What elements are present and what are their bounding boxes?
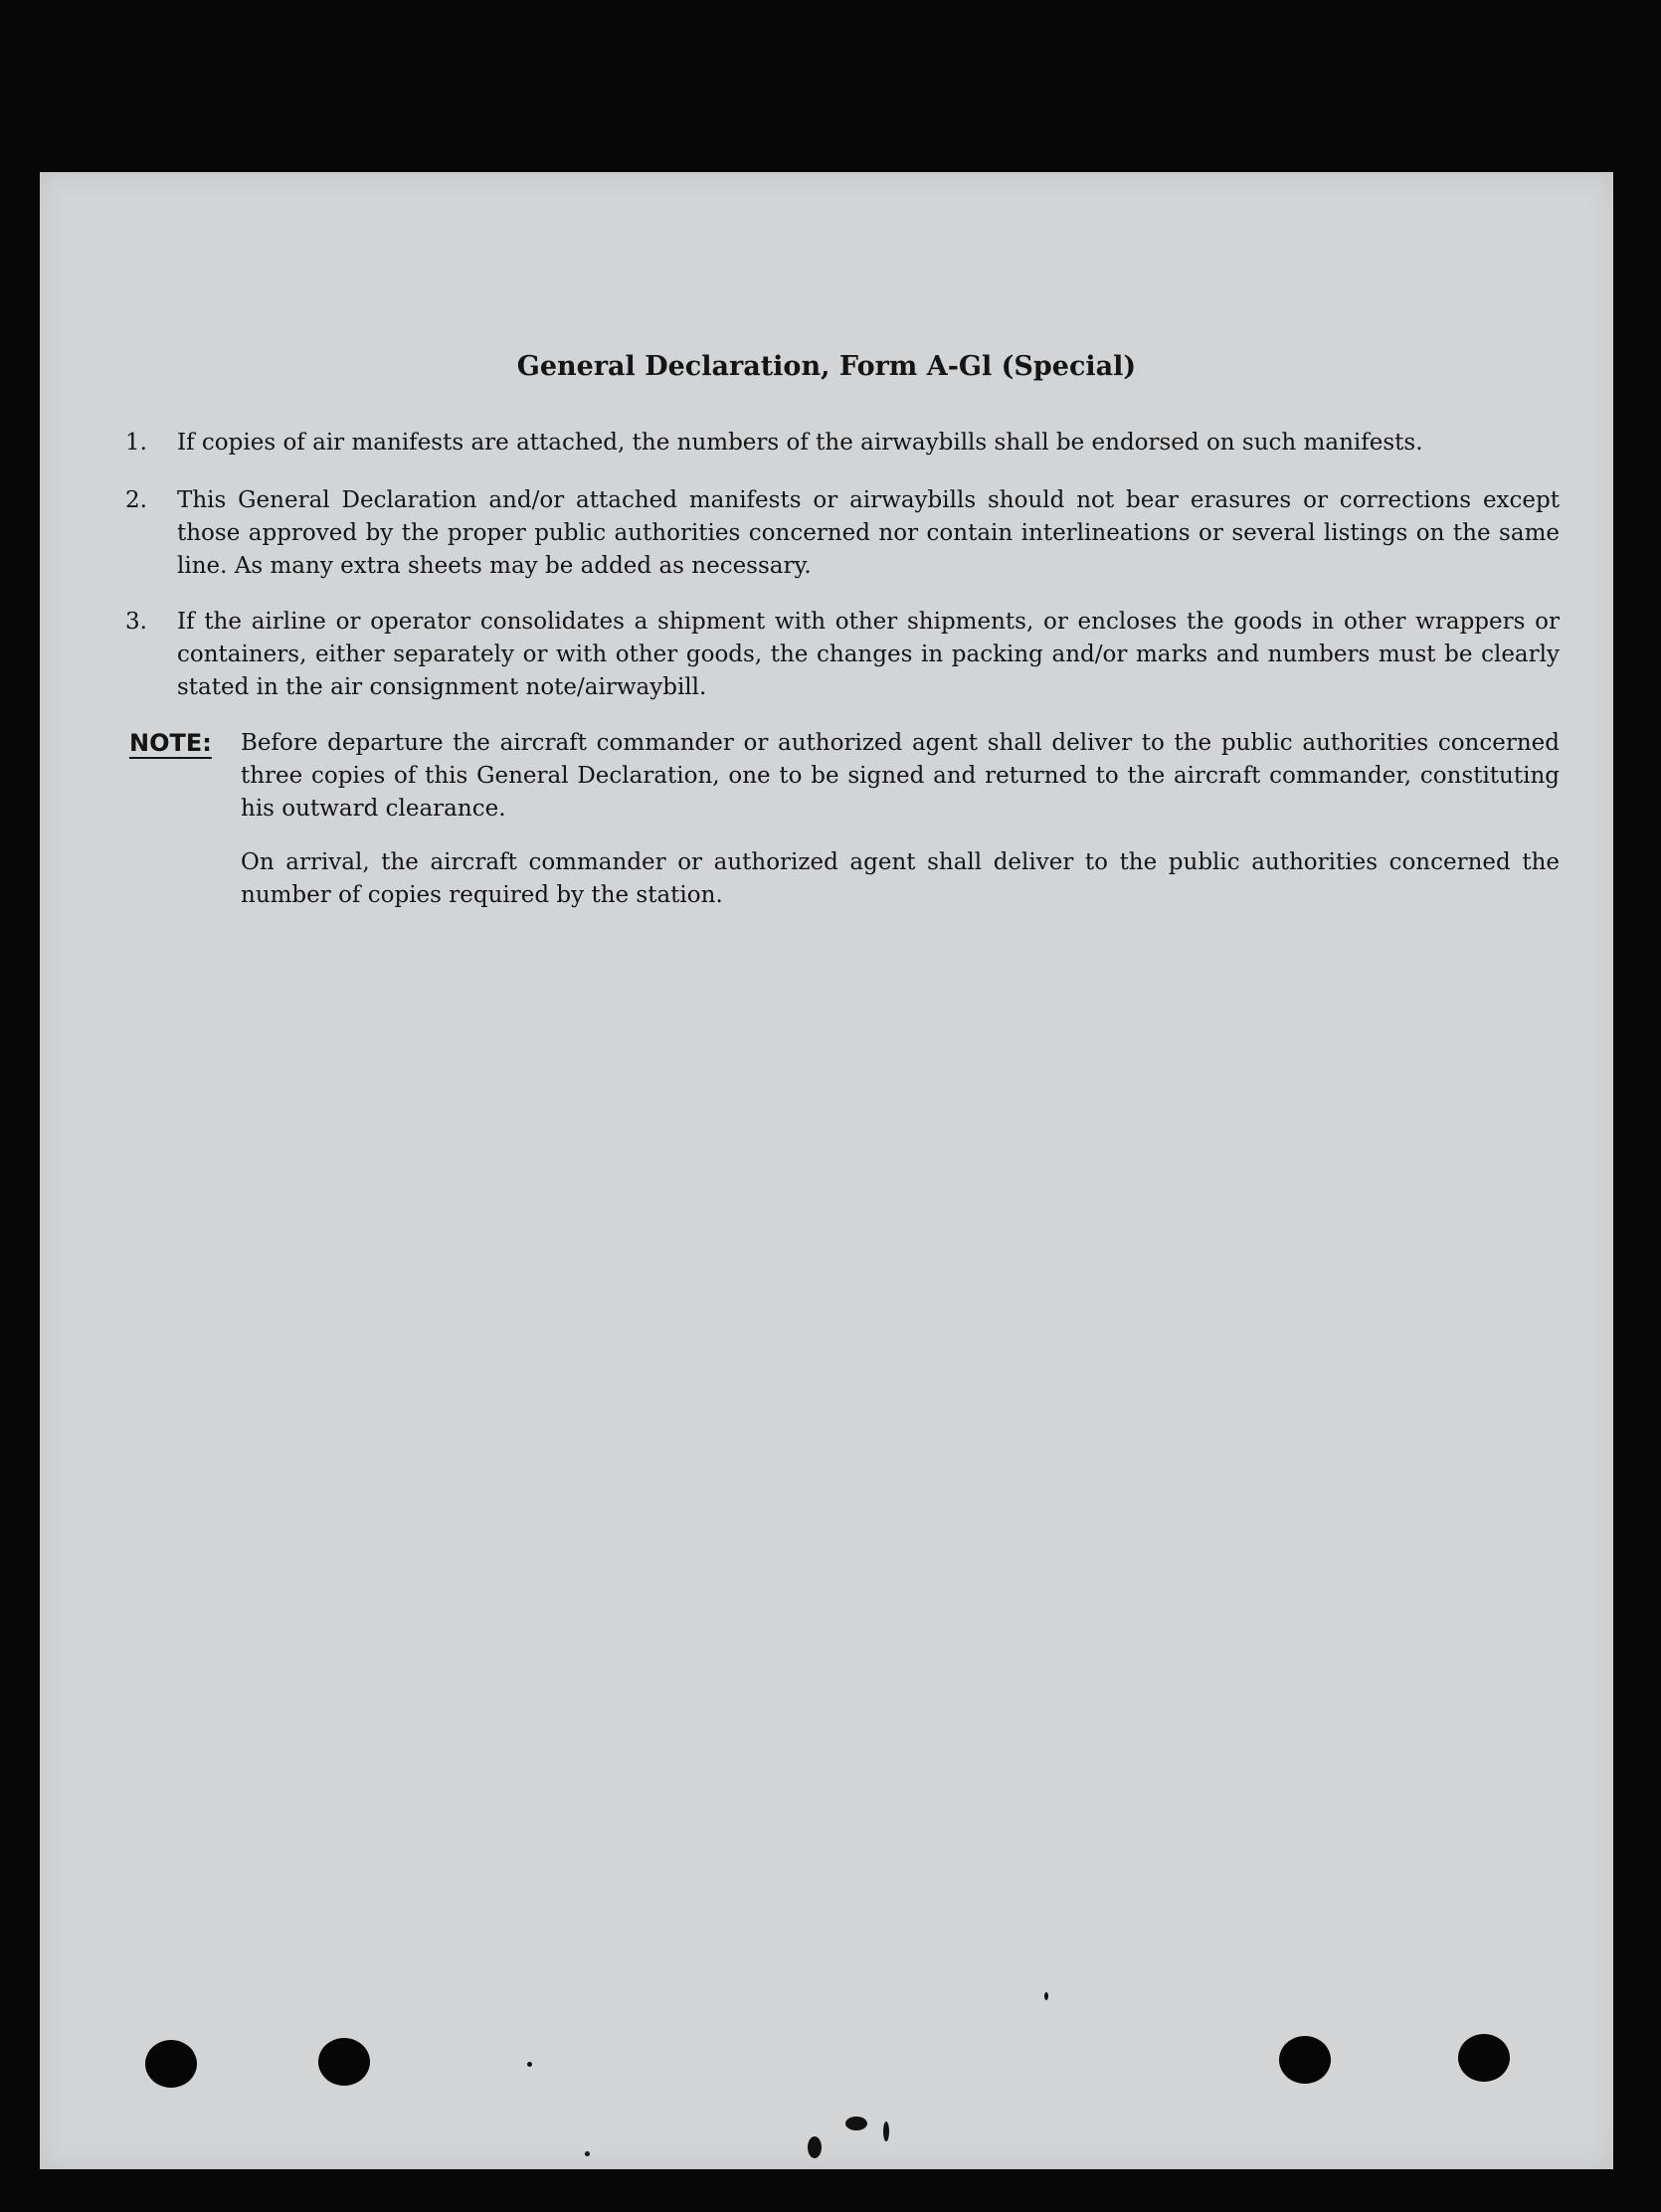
speck-mark <box>527 2062 532 2067</box>
note-label: NOTE: <box>129 729 212 757</box>
punch-hole <box>1458 2034 1510 2082</box>
instruction-item-1 <box>125 427 1560 460</box>
note-block <box>129 727 1560 826</box>
speck-mark <box>883 2121 889 2141</box>
note-paragraph-2: On arrival, the aircraft commander or authorized agent shall deliver to the public authorities concerned the number of copies required by the station. <box>241 849 1560 908</box>
note-paragraph-1: Before departure the aircraft commander or authorized agent shall deliver to the public authorities concerned three copies of this General Declaration, one to be signed and returned to the aircraft commander, constituting his outward clearance. <box>241 730 1560 822</box>
punch-hole <box>145 2040 197 2088</box>
speck-mark <box>808 2136 822 2158</box>
item-number: 1. <box>125 430 147 456</box>
punch-hole <box>318 2038 370 2086</box>
item-text: This General Declaration and/or attached manifests or airwaybills should not bear erasures or corrections except those approved by the proper public authorities concerned nor contain interlineations or several listings on the same line. As many extra sheets may be added as necessary. <box>177 487 1560 579</box>
speck-mark <box>1044 1992 1048 2000</box>
instruction-item-2 <box>125 484 1560 583</box>
paper-sheet <box>40 172 1613 2169</box>
punch-hole <box>1279 2036 1331 2084</box>
instruction-item-3 <box>125 606 1560 704</box>
speck-mark <box>585 2151 590 2156</box>
speck-mark <box>845 2117 867 2130</box>
item-number: 3. <box>125 609 147 635</box>
item-number: 2. <box>125 487 147 513</box>
item-text: If the airline or operator consolidates a shipment with other shipments, or encloses the goods in other wrappers or containers, either separately or with other goods, the changes in packing and/or marks and numbers must be clearly stated in the air consignment note/airwaybill. <box>177 609 1560 700</box>
document-title: General Declaration, Form A-Gl (Special) <box>516 351 1137 382</box>
item-text: If copies of air manifests are attached, the numbers of the airwaybills shall be endorsed on such manifests. <box>177 430 1423 456</box>
